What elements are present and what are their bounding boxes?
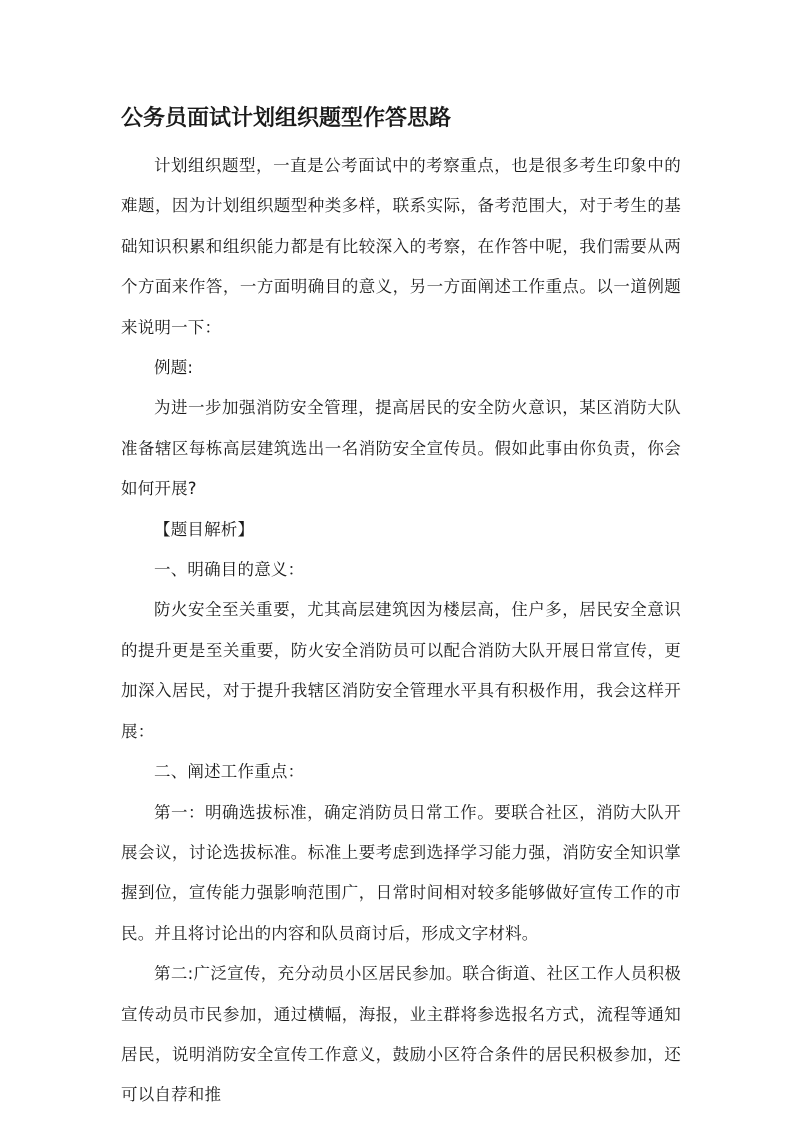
paragraph-point-one: 第一：明确选拔标准，确定消防员日常工作。要联合社区，消防大队开展会议，讨论选拔标准。标准上要考虑到选择学习能力强，消防安全知识掌握到位，宣传能力强影响范围广，日常时间相对较多能够做好宣传工作的市民。并且将讨论出的内容和队员商讨后，形成文字材料。 bbox=[121, 802, 681, 943]
paragraph-section-two-heading: 二、阐述工作重点： bbox=[154, 762, 305, 782]
paragraph-analysis-heading: 【题目解析】 bbox=[154, 519, 255, 539]
paragraph-point-two: 第二:广泛宣传，充分动员小区居民参加。联合街道、社区工作人员积极宣传动员市民参加，通过横幅，海报，业主群将参选报名方式，流程等通知居民，说明消防安全宣传工作意义，鼓励小区符合条件的居民积极参加，还可以自荐和推 bbox=[121, 964, 681, 1105]
paragraph-section-one-heading: 一、明确目的意义： bbox=[154, 560, 305, 580]
paragraph-intro: 计划组织题型，一直是公考面试中的考察重点，也是很多考生印象中的难题，因为计划组织题型种类多样，联系实际，备考范围大，对于考生的基础知识积累和组织能力都是有比较深入的考察，在作答中呢，我们需要从两个方面来作答，一方面明确目的意义，另一方面阐述工作重点。以一道例题来说明一下： bbox=[121, 156, 681, 337]
document-title: 公务员面试计划组织题型作答思路 bbox=[121, 106, 452, 131]
paragraph-section-one-body: 防火安全至关重要，尤其高层建筑因为楼层高，住户多，居民安全意识的提升更是至关重要，防火安全消防员可以配合消防大队开展日常宣传，更加深入居民，对于提升我辖区消防安全管理水平具有积极作用，我会这样开展： bbox=[121, 600, 681, 741]
document-body bbox=[121, 146, 681, 1116]
paragraph-example-question: 为进一步加强消防安全管理，提高居民的安全防火意识，某区消防大队准备辖区每栋高层建筑选出一名消防安全宣传员。假如此事由你负责，你会如何开展? bbox=[121, 398, 681, 499]
paragraph-example-label: 例题: bbox=[154, 358, 194, 378]
